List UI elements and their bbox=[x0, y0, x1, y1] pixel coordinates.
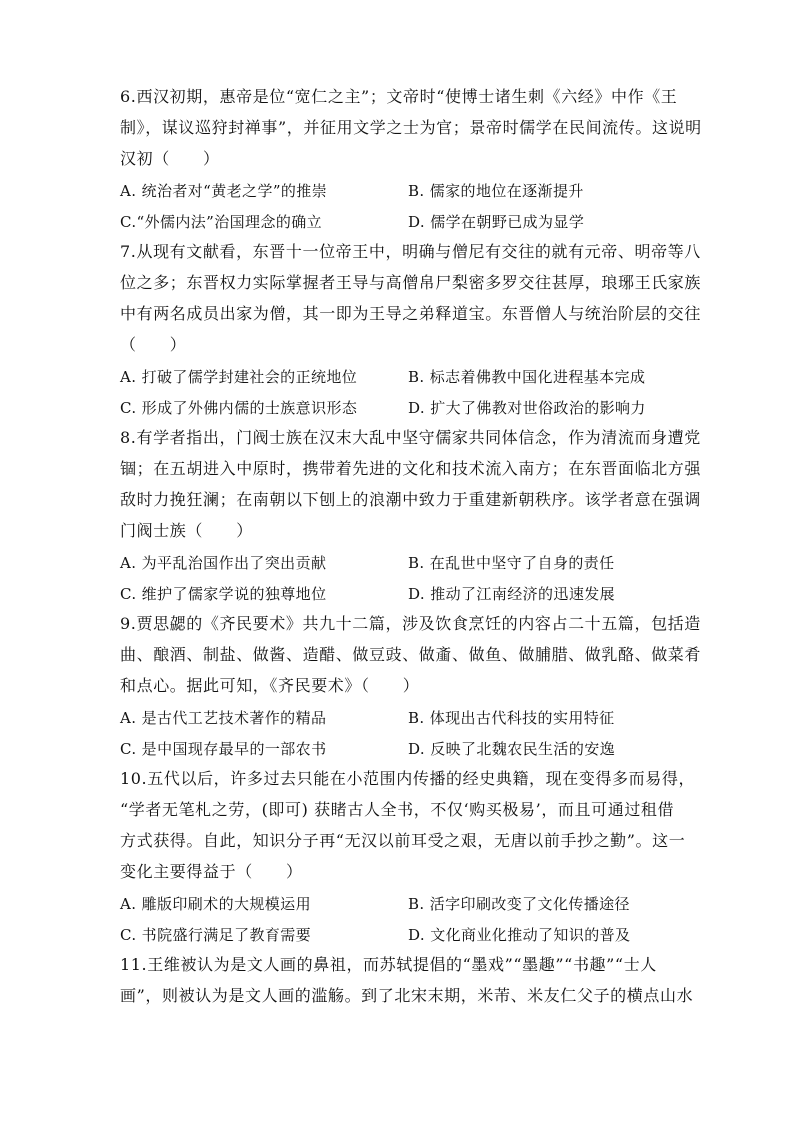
q10-stem-line-3: 方式获得。自此，知识分子再“无汉以前耳受之艰，无唐以前手抄之勤”。这一 bbox=[120, 831, 686, 850]
q11-stem-line-1: 11.王维被认为是文人画的鼻祖，而苏轼提倡的“墨戏”“墨趣”“书趣”“士人 bbox=[120, 955, 657, 974]
q10-option-d[interactable]: D. 文化商业化推动了知识的普及 bbox=[408, 926, 631, 944]
q6-option-b[interactable]: B. 儒家的地位在逐渐提升 bbox=[408, 182, 584, 200]
q8-option-c[interactable]: C. 维护了儒家学说的独尊地位 bbox=[120, 585, 327, 603]
q7-option-d[interactable]: D. 扩大了佛教对世俗政治的影响力 bbox=[408, 399, 646, 417]
q9-stem-line-3: 和点心。据此可知，《齐民要术》（ ） bbox=[120, 676, 420, 695]
q10-stem-line-4: 变化主要得益于（ ） bbox=[120, 862, 303, 881]
q8-stem-line-3: 敌时力挽狂澜；在南朝以下刨上的浪潮中致力于重建新朝秩序。该学者意在强调 bbox=[120, 490, 702, 509]
q9-option-b[interactable]: B. 体现出古代科技的实用特征 bbox=[408, 709, 615, 727]
q6-option-c[interactable]: C.“外儒内法”治国理念的确立 bbox=[120, 213, 323, 231]
q9-option-c[interactable]: C. 是中国现存最早的一部农书 bbox=[120, 740, 327, 758]
q7-option-c[interactable]: C. 形成了外佛内儒的士族意识形态 bbox=[120, 399, 358, 417]
q7-stem-line-3: 中有两名成员出家为僧，其一即为王导之弟释道宝。东晋僧人与统治阶层的交往 bbox=[120, 304, 702, 323]
q7-option-a[interactable]: A. 打破了儒学封建社会的正统地位 bbox=[120, 368, 358, 386]
q10-option-b[interactable]: B. 活字印刷改变了文化传播途径 bbox=[408, 895, 630, 913]
q6-stem-line-2: 制》，谋议巡狩封禅事”，并征用文学之士为官；景帝时儒学在民间流传。这说明 bbox=[120, 118, 702, 137]
q6-option-d[interactable]: D. 儒学在朝野已成为显学 bbox=[408, 213, 585, 231]
q9-stem-line-2: 曲、酿酒、制盐、做酱、造醋、做豆豉、做齑、做鱼、做脯腊、做乳酪、做菜肴 bbox=[120, 645, 702, 664]
q7-option-b[interactable]: B. 标志着佛教中国化进程基本完成 bbox=[408, 368, 646, 386]
q8-option-a[interactable]: A. 为平乱治国作出了突出贡献 bbox=[120, 554, 327, 572]
q10-option-c[interactable]: C. 书院盛行满足了教育需要 bbox=[120, 926, 312, 944]
q11-stem-line-2: 画”，则被认为是文人画的滥觞。到了北宋末期，米芾、米友仁父子的横点山水 bbox=[120, 986, 694, 1005]
q9-option-a[interactable]: A. 是古代工艺技术著作的精品 bbox=[120, 709, 327, 727]
q7-stem-line-2: 位之多；东晋权力实际掌握者王导与高僧帛尸梨密多罗交往甚厚，琅琊王氏家族 bbox=[120, 273, 702, 292]
q8-stem-line-1: 8.有学者指出，门阀士族在汉末大乱中坚守儒家共同体信念，作为清流而身遭党 bbox=[120, 428, 701, 447]
q8-option-d[interactable]: D. 推动了江南经济的迅速发展 bbox=[408, 585, 616, 603]
q10-stem-line-2: “学者无笔札之劳，(即可) 获睹古人全书，不仅‘购买极易’，而且可通过租借 bbox=[120, 800, 675, 819]
q6-option-a[interactable]: A. 统治者对“黄老之学”的推崇 bbox=[120, 182, 328, 200]
q10-stem-line-1: 10.五代以后，许多过去只能在小范围内传播的经史典籍，现在变得多而易得， bbox=[120, 769, 696, 788]
q9-option-d[interactable]: D. 反映了北魏农民生活的安逸 bbox=[408, 740, 616, 758]
q8-option-b[interactable]: B. 在乱世中坚守了自身的责任 bbox=[408, 554, 615, 572]
q10-option-a[interactable]: A. 雕版印刷术的大规模运用 bbox=[120, 895, 311, 913]
q7-stem-line-1: 7.从现有文献看，东晋十一位帝王中，明确与僧尼有交往的就有元帝、明帝等八 bbox=[120, 242, 701, 261]
q8-stem-line-2: 锢；在五胡进入中原时，携带着先进的文化和技术流入南方；在东晋面临北方强 bbox=[120, 459, 702, 478]
q6-stem-line-1: 6.西汉初期，惠帝是位“宽仁之主”；文帝时“使博士诸生刺《六经》中作《王 bbox=[120, 87, 678, 106]
q8-stem-line-4: 门阀士族（ ） bbox=[120, 521, 253, 540]
q6-stem-line-3: 汉初（ ） bbox=[120, 149, 220, 168]
q7-stem-line-4: （ ） bbox=[120, 335, 187, 354]
q9-stem-line-1: 9.贾思勰的《齐民要术》共九十二篇，涉及饮食烹饪的内容占二十五篇，包括造 bbox=[120, 614, 701, 633]
